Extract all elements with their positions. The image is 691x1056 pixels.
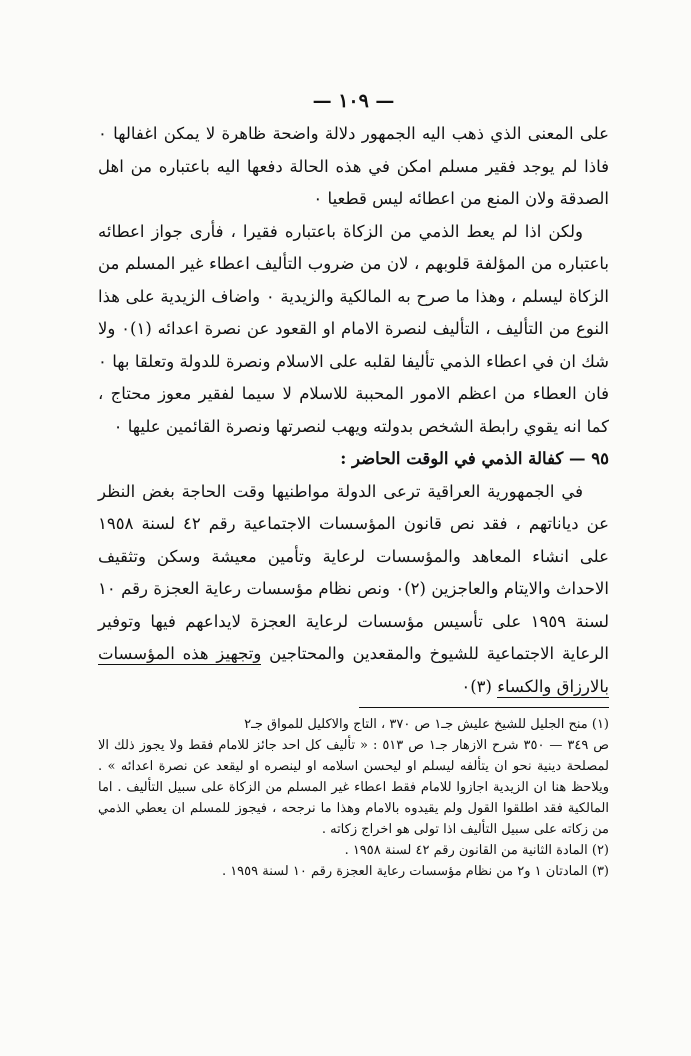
underlined-phrase: وتجهيز هذه المؤسسات بالارزاق والكساء [98,644,609,696]
footnote-marker: (٣)٠ [461,676,498,696]
paragraph-zakat-to-dhimmi: ولكن اذا لم يعط الذمي من الزكاة باعتباره فقيرا ، فأرى جواز اعطائه باعتباره من المؤلفة قلوبهم ، لان من ضروب التأليف اعطاء غير المسلم من الزكاة ليسلم ، وهذا ما صرح به المالكية والزيدية ٠ واضاف الزيدية على هذا النوع من التأليف ، التأليف لنصرة الامام او القعود عن نصرة اعدائه (١)٠ ولا شك ان في اعطاء الذمي تأليفا لقلبه على الاسلام ونصرة للدولة وتعلقا بها ٠ فان العطاء من اعظم الامور المحببة للاسلام لا سيما لفقير معوز محتاج ، كما انه يقوي رابطة الشخص بدولته ويهب لنصرتها ونصرة القائمين عليها ٠ [98,221,609,436]
paragraph-iraq-welfare [98,476,609,704]
paragraph-iraq-welfare-body: في الجمهورية العراقية ترعى الدولة مواطنيها وقت الحاجة بغض النظر عن دياناتهم ، فقد نص قانون المؤسسات الاجتماعية رقم ٤٢ لسنة ١٩٥٨ على انشاء المعاهد والمؤسسات لرعاية وتأمين معيشة وسكن وتثقيف الاحداث والايتام والعاجزين (٢)٠ ونص نظام مؤسسات رعاية العجزة رقم ١٠ لسنة ١٩٥٩ على تأسيس مؤسسات لرعاية العجزة لايداعهم فيها وتوفير الرعاية الاجتماعية للشيوخ والمقعدين والمحتاجين [98,481,610,663]
paragraph-continuation: على المعنى الذي ذهب اليه الجمهور دلالة واضحة ظاهرة لا يمكن اغفالها ٠ فاذا لم يوجد فقير مسلم امكن في هذه الحالة دفعها اليه باعتباره من اهل الصدقة ولان المنع من اعطائه ليس قطعيا ٠ [98,124,609,208]
footnote-3: (٣) المادتان ١ و٢ من نظام مؤسسات رعاية العجزة رقم ١٠ لسنة ١٩٥٩ . [221,864,609,879]
footnote-1-first-line: (١) منح الجليل للشيخ عليش جـ١ ص ٣٧٠ ، التاج والاكليل للمواق جـ٢ [244,717,609,732]
footnote-2: (٢) المادة الثانية من القانون رقم ٤٢ لسنة ١٩٥٨ . [344,843,609,858]
footnote-divider [359,707,609,708]
footnotes [98,714,609,882]
page-number: — ١٠٩ — [312,90,395,112]
footnote-1-body: ص ٣٤٩ — ٣٥٠ شرح الازهار جـ١ ص ٥١٣ : « تأليف كل احد جائز للامام فقط ولا يجوز ذلك الا لمصلحة دينية نحو ان يتألفه ليسلم او ليحسن اسلامه او لينصره او ليقعد عن نصرة اعدائه » . ويلاحظ هنا ان الزيدية اجازوا للامام فقط اعطاء غير المسلم من الزكاة على سبيل التأليف . اما المالكية فقد اطلقوا القول ولم يقيدوه بالامام وهذا ما نرجحه ، فيجوز للمسلم ان يعطي الذمي من زكاته على سبيل التأليف اذا تولى هو اخراج زكاته . [98,738,609,837]
section-heading: ٩٥ — كفالة الذمي في الوقت الحاضر : [340,449,609,468]
main-text [98,118,609,443]
section-text [98,476,609,704]
